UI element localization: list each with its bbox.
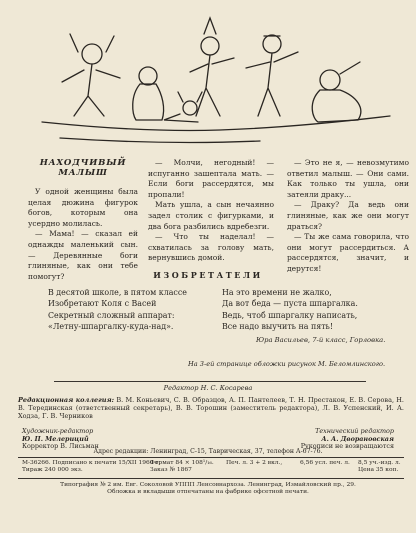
publication-info: М-36266. Подписано к печати 15/ХII 1960 г. Тираж 240 000 экз. [22, 460, 161, 474]
publication-info: Формат 84 × 108¹/₁₆. Заказ № 1867 [150, 460, 214, 474]
story-column-3 [287, 158, 409, 275]
tech-editor-credit: Технический редактор А. А. Дворановская Рукописи не возвращаются [300, 427, 394, 451]
poem-author: Юра Васильев, 7-й класс, Горловка. [256, 336, 386, 344]
paragraph: — Что ты наделал! — схватилась за голову мать, вернувшись домой. [148, 232, 274, 263]
poem-line: В десятой школе, в пятом классе [48, 288, 187, 297]
story-column-1 [28, 187, 138, 282]
publication-info: Печ. л. 3 + 2 вкл., [226, 460, 283, 466]
editorial-board-label: Редакционная коллегия: [18, 396, 115, 404]
printing-house-info: Типография № 2 им. Евг. Соколовой УППП Ленсовнархоза. Ленинград, Измайловский пр., 29. Обложка и вкладыши отпечатаны на фабрике офсетной печати. [60, 482, 356, 496]
publication-info: 8,5 уч.-изд. л. Цена 35 коп. [358, 460, 401, 474]
poem-stanza-2 [222, 287, 358, 333]
poem-line: На это времени не жалко, [222, 288, 332, 297]
paragraph: — Драку? Да ведь они глиняные, как же они могут драться? [287, 200, 409, 231]
divider [18, 457, 404, 458]
paragraph: Мать ушла, а сын нечаянно задел столик с фигурками, и два бога разбились вдребезги. [148, 200, 274, 231]
poem-line: «Летну-шпаргалку-куда-над». [48, 322, 174, 332]
divider [54, 381, 366, 382]
paragraph: — Молчи, негодный! — испуганно зашептала мать. — Если боги рассердятся, мы пропали! [148, 158, 274, 199]
poem-line: Секретный сложный аппарат: [48, 310, 175, 320]
paragraph: — Ты же сама говорила, что они могут рассердиться. А рассердятся, значит, и дерутся! [287, 232, 409, 273]
editor-credit: Редактор Н. С. Косарева [163, 384, 253, 392]
editorial-board-members: В. М. Коньевич, С. В. Образцов, А. П. Пантелеев, Т. Н. Престакон, Е. В. Серова, Н. В. Терединская (ответственный секретарь), В. В. Торошин (заместитель редактора), Л. В. Успенский, И. А. Ходза, Г. В. Черников [18, 396, 405, 421]
poem-stanza-1 [48, 287, 187, 333]
editorial-address: Адрес редакции: Ленинград, С-15, Таврическая, 37, телефон А-67-76. [93, 448, 323, 455]
paragraph: — Это не я, — невозмутимо ответил малыш. — Они сами. Как только ты ушла, они затеяли драку... [287, 158, 409, 199]
editorial-board [18, 396, 404, 421]
paragraph: — Мама! — сказал ей однажды маленький сын. — Деревянные боги глиняные, как они тебе помогут? [28, 229, 138, 281]
art-editor-credit: Художник-редактор Ю. П. Мелериций Корректор В. Лисьман [22, 427, 99, 451]
gods-figurines-illustration [40, 4, 392, 152]
paragraph: У одной женщины была целая дюжина фигурок богов, которым она усердно молилась. [28, 187, 138, 228]
poem-line: Изобретают Коля с Васей [48, 299, 157, 309]
story-column-2 [148, 158, 274, 264]
poem-line: Ведь, чтоб шпаргалку написать, [222, 310, 358, 320]
story-title: НАХОДЧИВЫЙ МАЛЫШ [39, 158, 127, 178]
poem-line: Все надо выучить на пять! [222, 322, 334, 332]
poem-title: ИЗОБРЕТАТЕЛИ [153, 270, 263, 280]
poem-line: Да вот беда — пуста шпаргалка. [222, 299, 358, 309]
publication-info: 6,56 усл. печ. л. [300, 460, 350, 466]
cover-illustration-note: На 3-ей странице обложки рисунок М. Беломлинского. [188, 360, 386, 368]
divider [18, 478, 404, 479]
